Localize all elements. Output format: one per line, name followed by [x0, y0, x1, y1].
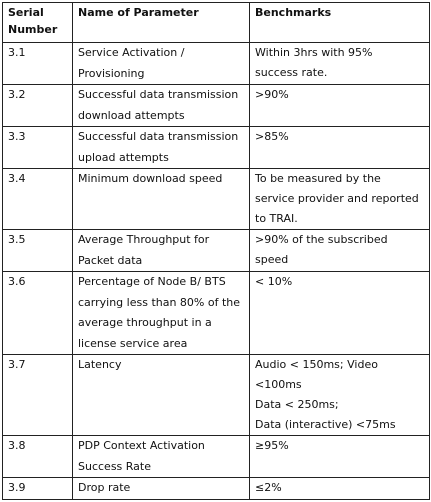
table-row [3, 230, 430, 272]
benchmark-text-line: Audio < 150ms; Video [255, 358, 378, 371]
benchmark-cell [250, 272, 430, 355]
benchmark-cell [250, 478, 430, 500]
header-serial-line: Serial [8, 6, 44, 19]
benchmark-cell [250, 127, 430, 169]
benchmark-table [2, 2, 430, 500]
serial-number-cell: 3.4 [3, 169, 73, 230]
table-row [3, 43, 430, 85]
table-row [3, 169, 430, 230]
serial-number-cell: 3.6 [3, 272, 73, 355]
table-row [3, 355, 430, 436]
table-row [3, 436, 430, 478]
benchmark-text-line: >90% [255, 88, 289, 101]
benchmark-cell [250, 436, 430, 478]
parameter-text-line: Packet data [78, 253, 143, 267]
parameter-text-line: Successful data transmission [78, 88, 239, 101]
serial-number-cell: 3.8 [3, 436, 73, 478]
benchmark-text-line: < 10% [255, 275, 293, 288]
table-row [3, 478, 430, 500]
parameter-name-cell [73, 478, 250, 500]
benchmark-text-line: ≤2% [255, 481, 282, 494]
parameter-text-line: Minimum download speed [78, 172, 223, 185]
benchmark-cell [250, 230, 430, 272]
parameter-text-line: average throughput in a [78, 316, 212, 329]
parameter-name-cell [73, 43, 250, 85]
benchmark-text-line: Data < 250ms; [255, 398, 339, 411]
benchmark-cell [250, 85, 430, 127]
parameter-name-cell [73, 85, 250, 127]
serial-number-cell: 3.1 [3, 43, 73, 85]
header-serial-number [3, 3, 73, 43]
table-row [3, 127, 430, 169]
serial-number-cell: 3.2 [3, 85, 73, 127]
parameter-name-cell [73, 355, 250, 436]
parameter-name-cell [73, 272, 250, 355]
benchmark-text-line: <100ms [255, 378, 302, 391]
parameter-name-cell [73, 127, 250, 169]
parameter-text-line: Average Throughput for [78, 233, 210, 246]
benchmark-text-line: service provider and reported [255, 192, 419, 205]
benchmark-text-line: speed [255, 253, 289, 266]
header-benchmarks: Benchmarks [250, 3, 430, 43]
parameter-text-line: Provisioning [78, 66, 145, 80]
header-parameter-name: Name of Parameter [73, 3, 250, 43]
serial-number-cell: 3.7 [3, 355, 73, 436]
parameter-name-cell [73, 169, 250, 230]
benchmark-text-line: >90% of the subscribed [255, 233, 388, 246]
benchmark-cell [250, 43, 430, 85]
benchmark-text-line: To be measured by the [255, 172, 381, 185]
parameter-text-line: PDP Context Activation [78, 439, 205, 452]
serial-number-cell: 3.5 [3, 230, 73, 272]
serial-number-cell: 3.9 [3, 478, 73, 500]
serial-number-cell: 3.3 [3, 127, 73, 169]
benchmark-cell [250, 355, 430, 436]
parameter-text-line: license service area [78, 336, 188, 350]
table-header-row [3, 3, 430, 43]
benchmark-text-line: ≥95% [255, 439, 289, 452]
parameter-text-line: upload attempts [78, 150, 169, 164]
table-row [3, 85, 430, 127]
header-serial-line: Number [8, 23, 58, 36]
parameter-name-cell [73, 436, 250, 478]
table-row [3, 272, 430, 355]
parameter-text-line: Latency [78, 358, 122, 371]
benchmark-text-line: to TRAI. [255, 212, 298, 225]
parameter-text-line: download attempts [78, 108, 185, 122]
parameter-name-cell [73, 230, 250, 272]
table-body [3, 43, 430, 500]
parameter-text-line: Service Activation / [78, 46, 185, 59]
benchmark-text-line: success rate. [255, 66, 328, 79]
parameter-text-line: Successful data transmission [78, 130, 239, 143]
parameter-text-line: Percentage of Node B/ BTS [78, 275, 226, 288]
benchmark-text-line: Within 3hrs with 95% [255, 46, 373, 59]
parameter-text-line: Success Rate [78, 459, 151, 473]
benchmark-text-line: Data (interactive) <75ms [255, 418, 396, 431]
benchmark-cell [250, 169, 430, 230]
benchmark-text-line: >85% [255, 130, 289, 143]
parameter-text-line: Drop rate [78, 481, 131, 494]
parameter-text-line: carrying less than 80% of the [78, 295, 241, 309]
